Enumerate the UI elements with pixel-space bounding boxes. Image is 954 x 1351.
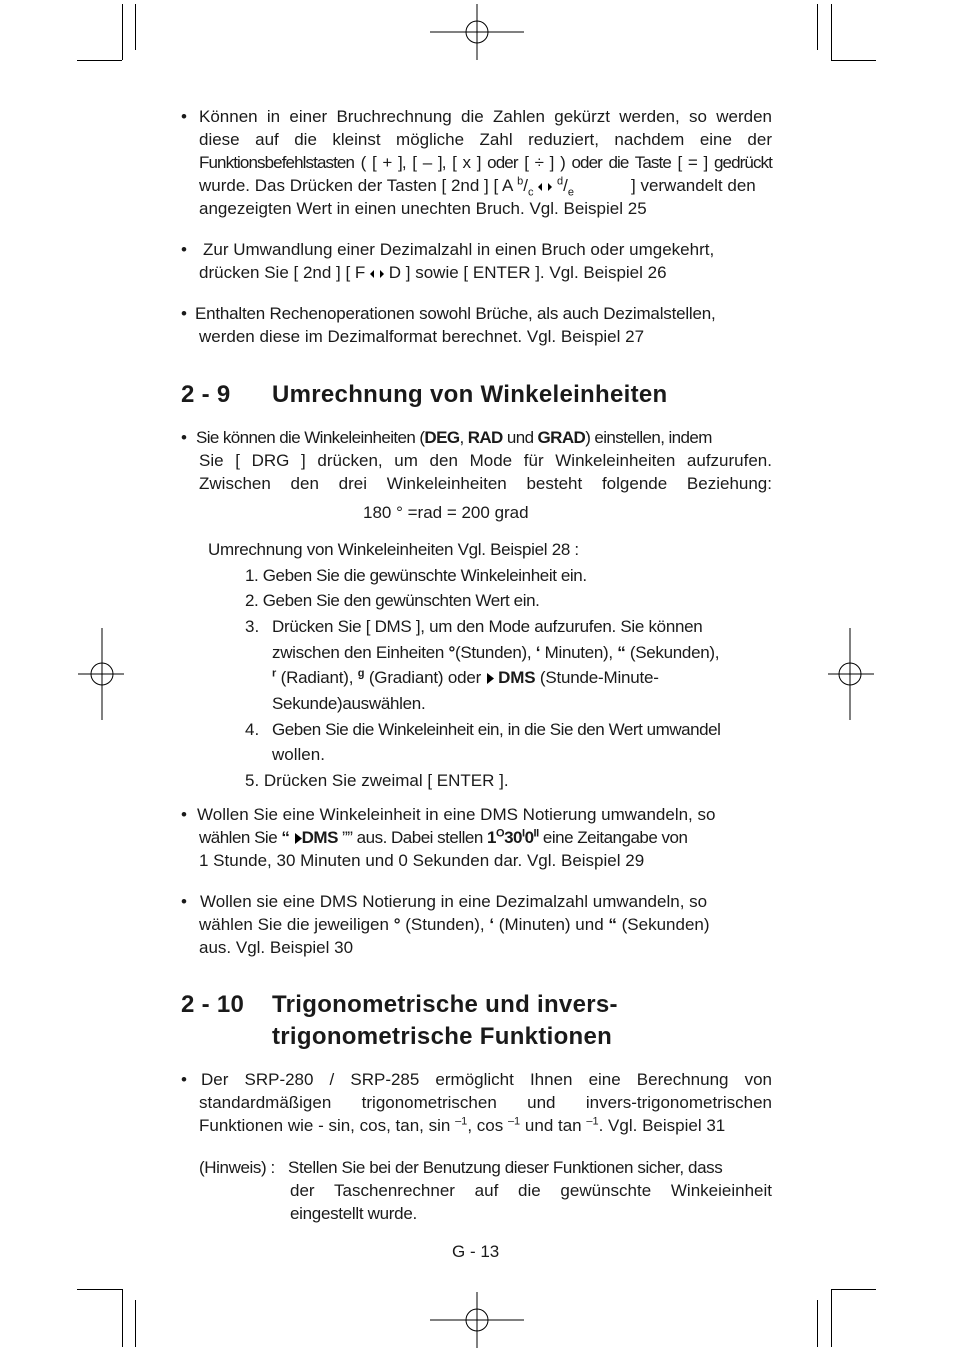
step-4-text: Geben Sie die Winkeleinheit ein, in die Sie den Wert umwandel bbox=[272, 720, 721, 739]
text-line: Funktionsbefehlstasten ( [ + ], [ – ], [ x ] oder [ ÷ ] ) oder die Taste [ = ] gedrückt bbox=[199, 153, 772, 172]
step-4-text: wollen. bbox=[272, 745, 325, 764]
text-line: Zwischen den drei Winkeleinheiten besteht folgende Beziehung: bbox=[199, 474, 772, 493]
step-3-text: zwischen den Einheiten °(Stunden), ‘ Minuten), “ (Sekunden), bbox=[272, 643, 720, 662]
text-line: angezeigten Wert in einen unechten Bruch. Vgl. Beispiel 25 bbox=[199, 199, 647, 218]
hint-text: der Taschenrechner auf die gewünschte Winkeieinheit bbox=[290, 1181, 772, 1200]
step-3-number: 3. bbox=[245, 617, 260, 636]
bullet-marker: • bbox=[181, 805, 187, 824]
page-number: G - 13 bbox=[452, 1242, 500, 1261]
step-3-text: Sekunde)auswählen. bbox=[272, 694, 426, 713]
text-line: werden diese im Dezimalformat berechnet. Vgl. Beispiel 27 bbox=[199, 327, 645, 346]
text-line: aus. Vgl. Beispiel 30 bbox=[199, 938, 354, 957]
section-title: Umrechnung von Winkeleinheiten bbox=[272, 381, 668, 408]
right-arrow-icon bbox=[486, 673, 494, 684]
section-title: trigonometrische Funktionen bbox=[272, 1023, 613, 1050]
hint-text: Stellen Sie bei der Benutzung dieser Funktionen sicher, dass bbox=[288, 1158, 723, 1177]
text-line: Können in einer Bruchrechnung die Zahlen gekürzt werden, so werden bbox=[199, 107, 772, 126]
text-line: wurde. Das Drücken der Tasten [ 2nd ] [ A $^b/_c$ $^d/_e$ bbox=[199, 175, 574, 199]
text-line: Zur Umwandlung einer Dezimalzahl in einen Bruch oder umgekehrt, bbox=[203, 240, 715, 259]
text-line: Wollen sie eine DMS Notierung in eine Dezimalzahl umwandeln, so bbox=[200, 892, 708, 911]
text-line: Enthalten Rechenoperationen sowohl Brüche, als auch Dezimalstellen, bbox=[195, 304, 716, 323]
text-line: Sie [ DRG ] drücken, um den Mode für Winkeleinheiten aufzurufen. bbox=[199, 451, 772, 470]
text-line: Funktionen wie - sin, cos, tan, sin $^{-1}$, cos $^{-1}$ und tan $^{-1}$. Vgl. Beispiel 31 bbox=[199, 1115, 726, 1135]
registration-mark-right bbox=[828, 628, 874, 720]
text-line: standardmäßigen trigonometrischen und invers-trigonometrischen bbox=[199, 1093, 772, 1112]
text-line: Wollen Sie eine Winkeleinheit in eine DMS Notierung umwandeln, so bbox=[197, 805, 716, 824]
step-4-number: 4. bbox=[245, 720, 260, 739]
text-line: ] verwandelt den bbox=[631, 176, 756, 195]
bullet-marker: • bbox=[181, 304, 187, 323]
text-line: Sie können die Winkeleinheiten (DEG, RAD und GRAD) einstellen, indem bbox=[196, 428, 712, 447]
steps-heading: Umrechnung von Winkeleinheiten Vgl. Beispiel 28 : bbox=[208, 540, 579, 559]
bullet-marker: • bbox=[181, 240, 187, 259]
bullet-marker: • bbox=[181, 428, 187, 447]
text-line: 1 Stunde, 30 Minuten und 0 Sekunden dar. Vgl. Beispiel 29 bbox=[199, 851, 645, 870]
hint-label: (Hinweis) : bbox=[199, 1158, 275, 1177]
registration-mark-bottom bbox=[430, 1292, 524, 1348]
step-3-text: Drücken Sie [ DMS ], um den Mode aufzurufen. Sie können bbox=[272, 617, 703, 636]
registration-mark-left bbox=[78, 628, 124, 720]
left-right-arrow-icon bbox=[538, 182, 552, 192]
step-5: 5. Drücken Sie zweimal [ ENTER ]. bbox=[245, 771, 509, 790]
bullet-marker: • bbox=[181, 1070, 187, 1089]
section-title: Trigonometrische und invers- bbox=[272, 991, 618, 1018]
registration-mark-top bbox=[430, 4, 524, 60]
step-2: 2. Geben Sie den gewünschten Wert ein. bbox=[245, 591, 540, 610]
hint-text: eingestellt wurde. bbox=[290, 1204, 417, 1223]
section-number: 2 - 10 bbox=[181, 991, 245, 1018]
text-line: Der SRP-280 / SRP-285 ermöglicht Ihnen eine Berechnung von bbox=[201, 1070, 772, 1089]
angle-relation: 180 ° =rad = 200 grad bbox=[363, 503, 529, 522]
text-line: drücken Sie [ 2nd ] [ F D ] sowie [ ENTER ]. Vgl. Beispiel 26 bbox=[199, 263, 667, 282]
step-3-text: $^r$ (Radiant), $^g$ (Gradiant) oder DMS (Stunde-Minute- bbox=[272, 667, 659, 687]
text-line: wählen Sie die jeweiligen ° (Stunden), ‘ (Minuten) und “ (Sekunden) bbox=[199, 915, 710, 934]
text-line: wählen Sie “ DMS ”” aus. Dabei stellen $1^O30^I0^{II}$ eine Zeitangabe von bbox=[199, 827, 688, 847]
bullet-marker: • bbox=[181, 107, 187, 126]
text-line: diese auf die kleinst mögliche Zahl reduziert, nachdem eine der bbox=[199, 130, 772, 149]
left-right-arrow-icon bbox=[370, 269, 384, 279]
bullet-marker: • bbox=[181, 892, 187, 911]
step-1: 1. Geben Sie die gewünschte Winkeleinheit ein. bbox=[245, 566, 587, 585]
section-number: 2 - 9 bbox=[181, 381, 231, 408]
right-arrow-icon bbox=[294, 833, 302, 844]
